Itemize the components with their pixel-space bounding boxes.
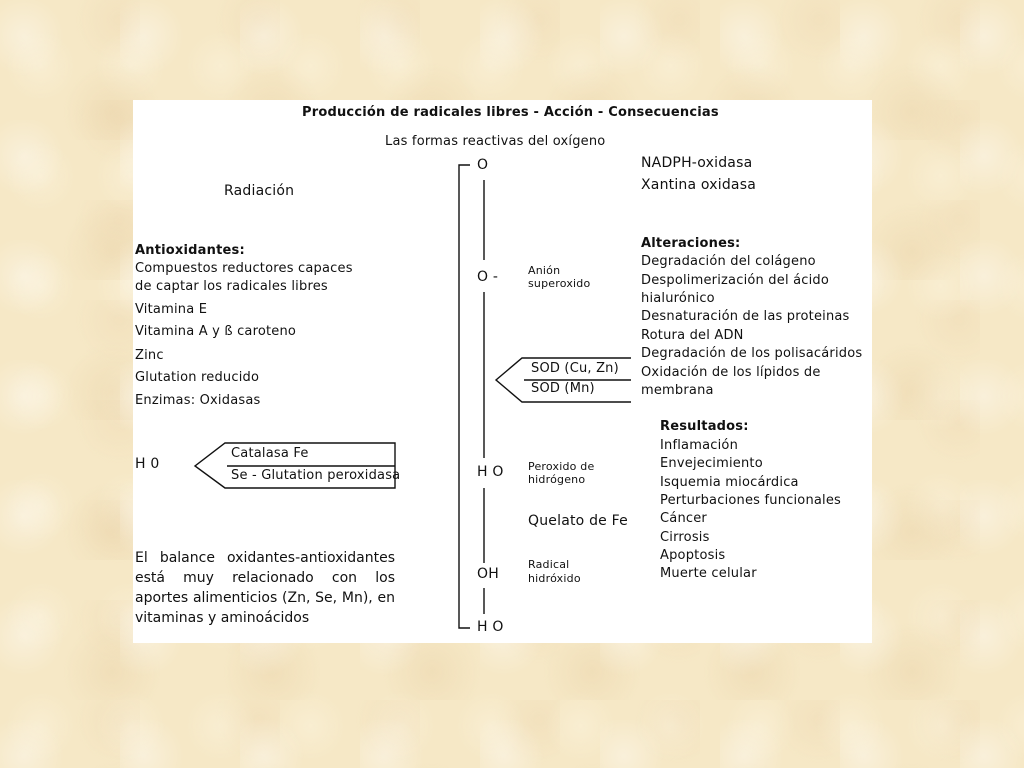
result-item: Isquemia miocárdica — [660, 475, 799, 490]
antioxidants-line: de captar los radicales libres — [135, 279, 328, 294]
antioxidant-item: Vitamina A y ß caroteno — [135, 324, 297, 339]
alteration-item: Degradación de los polisacáridos — [641, 346, 863, 361]
page-title: Producción de radicales libres - Acción - Consecuencias — [302, 105, 719, 120]
antioxidant-item: Enzimas: Oxidasas — [135, 393, 261, 408]
peroxide-label: Peroxido de — [528, 460, 595, 473]
water-product: H 0 — [135, 456, 160, 472]
page-subtitle: Las formas reactivas del oxígeno — [385, 134, 606, 149]
superoxide-label: superoxido — [528, 277, 591, 290]
superoxide-symbol: O - — [477, 269, 499, 285]
hydroxyl-label: Radical — [528, 558, 570, 571]
alteration-item: membrana — [641, 383, 714, 398]
antioxidants-heading: Antioxidantes: — [135, 243, 245, 258]
result-item: Envejecimiento — [660, 456, 763, 471]
antioxidant-item: Glutation reducido — [135, 370, 260, 385]
alteration-item: hialurónico — [641, 291, 715, 306]
catalase-label: Catalasa Fe — [231, 446, 309, 461]
oxygen-symbol: O — [477, 157, 489, 173]
antioxidant-item: Vitamina E — [135, 302, 208, 317]
alteration-item: Oxidación de los lípidos de — [641, 365, 821, 380]
result-item: Apoptosis — [660, 548, 726, 563]
iron-chelate-label: Quelato de Fe — [528, 513, 628, 529]
antioxidant-item: Zinc — [135, 348, 164, 363]
sod-cu-zn-label: SOD (Cu, Zn) — [531, 361, 619, 376]
alteration-item: Degradación del colágeno — [641, 254, 816, 269]
result-item: Perturbaciones funcionales — [660, 493, 842, 508]
balance-note: El balance oxidantes-antioxidantes está muy relacionado con los aportes alimenticios (Zn, Se, Mn), en vitaminas y aminoácidos — [135, 550, 395, 626]
peroxide-label: hidrógeno — [528, 473, 586, 486]
diagram-panel — [133, 100, 872, 643]
water-symbol: H O — [477, 619, 504, 635]
antioxidants-line: Compuestos reductores capaces — [135, 261, 353, 276]
oxidase-item: NADPH-oxidasa — [641, 155, 753, 171]
sod-mn-label: SOD (Mn) — [531, 381, 595, 396]
hydroxyl-symbol: OH — [477, 566, 499, 582]
alterations-heading: Alteraciones: — [641, 236, 741, 251]
result-item: Cirrosis — [660, 530, 710, 545]
alteration-item: Desnaturación de las proteinas — [641, 309, 850, 324]
oxidase-item: Xantina oxidasa — [641, 177, 756, 193]
chain-bracket — [459, 165, 470, 628]
result-item: Muerte celular — [660, 566, 757, 581]
superoxide-label: Anión — [528, 264, 561, 277]
results-heading: Resultados: — [660, 419, 749, 434]
alteration-item: Despolimerización del ácido — [641, 273, 830, 288]
alteration-item: Rotura del ADN — [641, 328, 744, 343]
peroxide-symbol: H O — [477, 464, 504, 480]
result-item: Inflamación — [660, 438, 739, 453]
glutathione-peroxidase-label: Se - Glutation peroxidasa — [231, 468, 401, 483]
hydroxyl-label: hidróxido — [528, 572, 581, 585]
radiation-label: Radiación — [224, 183, 295, 199]
result-item: Cáncer — [660, 511, 707, 526]
